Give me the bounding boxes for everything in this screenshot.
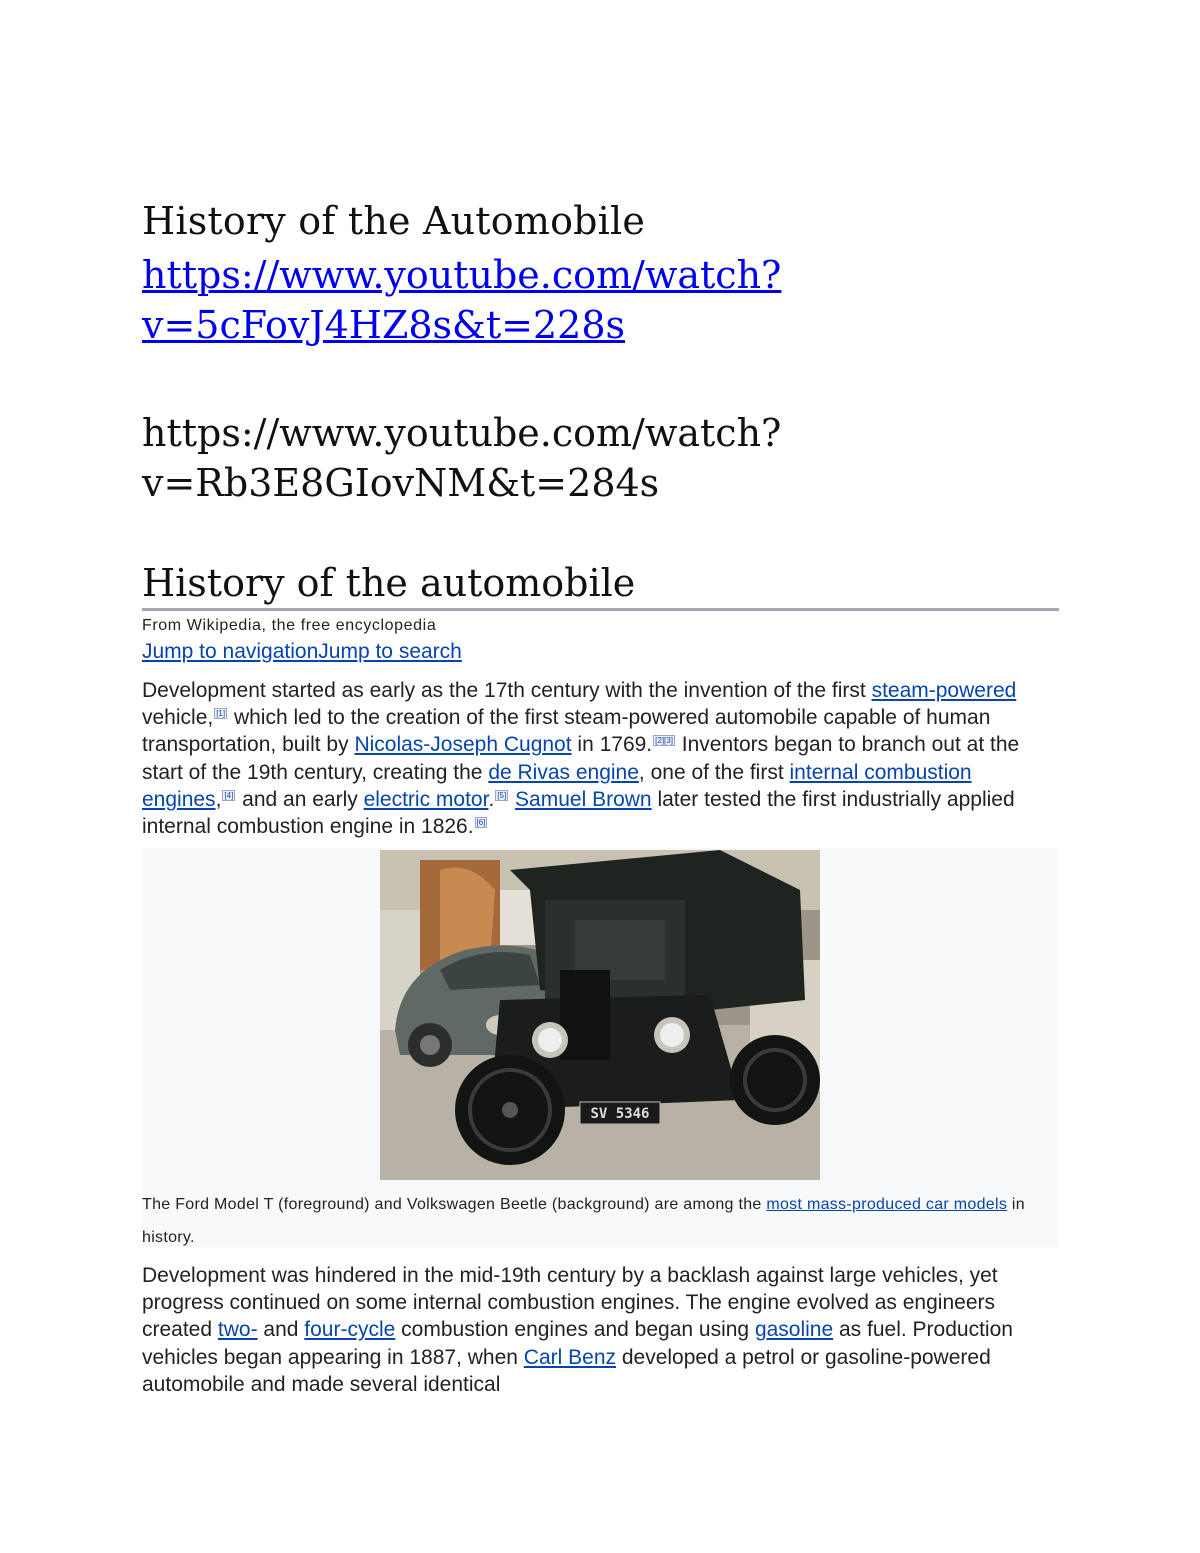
para2-text: as fuel. Production vehicles began appearing in 1887, when [142, 1318, 1013, 1369]
intro-paragraph [142, 677, 1052, 840]
youtube-link-1[interactable] [142, 250, 862, 350]
citation-5[interactable]: [5] [497, 790, 507, 800]
carl-benz-link[interactable]: Carl Benz [523, 1345, 616, 1369]
internal-combustion-engines-link[interactable]: internal combustion engines [142, 760, 972, 811]
para1-text: which led to the creation of the first steam-powered automobile capable of human transportation, built by [142, 706, 991, 757]
four-stroke-link[interactable]: four-cycle [304, 1318, 396, 1342]
jump-to-search-link[interactable]: Jump to search [318, 640, 462, 663]
cugnot-link[interactable]: Nicolas-Joseph Cugnot [354, 733, 572, 757]
youtube-link-1-line1[interactable]: https://www.youtube.com/watch? [142, 253, 782, 297]
para1-text: in 1769. [571, 733, 653, 757]
citation-2-3[interactable]: [2][3] [655, 736, 673, 746]
para2-text: Development was hindered in the mid-19th century by a backlash against large vehicles, yet progress continued on some internal combustion engines. The engine evolved as engineers created [142, 1264, 998, 1342]
document-title: History of the Automobile [142, 199, 646, 243]
caption-text: The Ford Model T (foreground) and Volkswagen Beetle (background) are among the [142, 1196, 767, 1213]
figure-thumbnail [142, 848, 1059, 1247]
caption-text: in history. [142, 1196, 1025, 1246]
samuel-brown-link[interactable]: Samuel Brown [515, 787, 652, 811]
para2-text: developed a petrol or gasoline-powered automobile and made several identical [142, 1345, 991, 1396]
para1-text: Inventors began to branch out at the start of the 19th century, creating the [142, 733, 1020, 784]
youtube-url-2-line1: https://www.youtube.com/watch? [142, 411, 782, 455]
para1-text: and an early [236, 787, 364, 811]
para1-text: . [488, 787, 495, 811]
jump-links [142, 639, 462, 665]
most-mass-produced-link[interactable]: most mass-produced car models [766, 1196, 1008, 1213]
youtube-link-1-line2[interactable]: v=5cFovJ4HZ8s&t=228s [142, 303, 625, 347]
two-stroke-link[interactable]: two- [217, 1318, 258, 1342]
para1-text: , [215, 787, 222, 811]
wiki-article-heading: History of the automobile [142, 558, 1059, 611]
car-photo[interactable] [380, 850, 820, 1180]
para1-text: later tested the first industrially applied internal combustion engine in 1826. [142, 787, 1015, 839]
wiki-subtitle: From Wikipedia, the free encyclopedia [142, 617, 437, 634]
para1-text: , one of the first [638, 760, 790, 784]
para2-text: and [257, 1318, 305, 1342]
youtube-url-2-line2: v=Rb3E8GIovNM&t=284s [142, 461, 660, 505]
steam-powered-link[interactable]: steam-powered [871, 679, 1017, 702]
citation-6[interactable]: [6] [476, 818, 486, 828]
car-photo-illustration [380, 850, 820, 1180]
para1-text: vehicle, [142, 706, 214, 730]
gasoline-link[interactable]: gasoline [754, 1318, 834, 1342]
de-rivas-engine-link[interactable]: de Rivas engine [488, 760, 639, 784]
para1-text: Development started as early as the 17th century with the invention of the first [142, 679, 872, 702]
citation-1[interactable]: [1] [216, 709, 226, 719]
jump-to-navigation-link[interactable]: Jump to navigation [142, 640, 319, 663]
second-paragraph [142, 1262, 1052, 1398]
para2-text: combustion engines and began using [395, 1318, 755, 1342]
citation-4[interactable]: [4] [224, 790, 234, 800]
license-plate-text: SV 5346 [590, 1106, 650, 1122]
youtube-url-2 [142, 408, 862, 508]
electric-motor-link[interactable]: electric motor [363, 787, 489, 811]
figure-caption [142, 1188, 1057, 1254]
